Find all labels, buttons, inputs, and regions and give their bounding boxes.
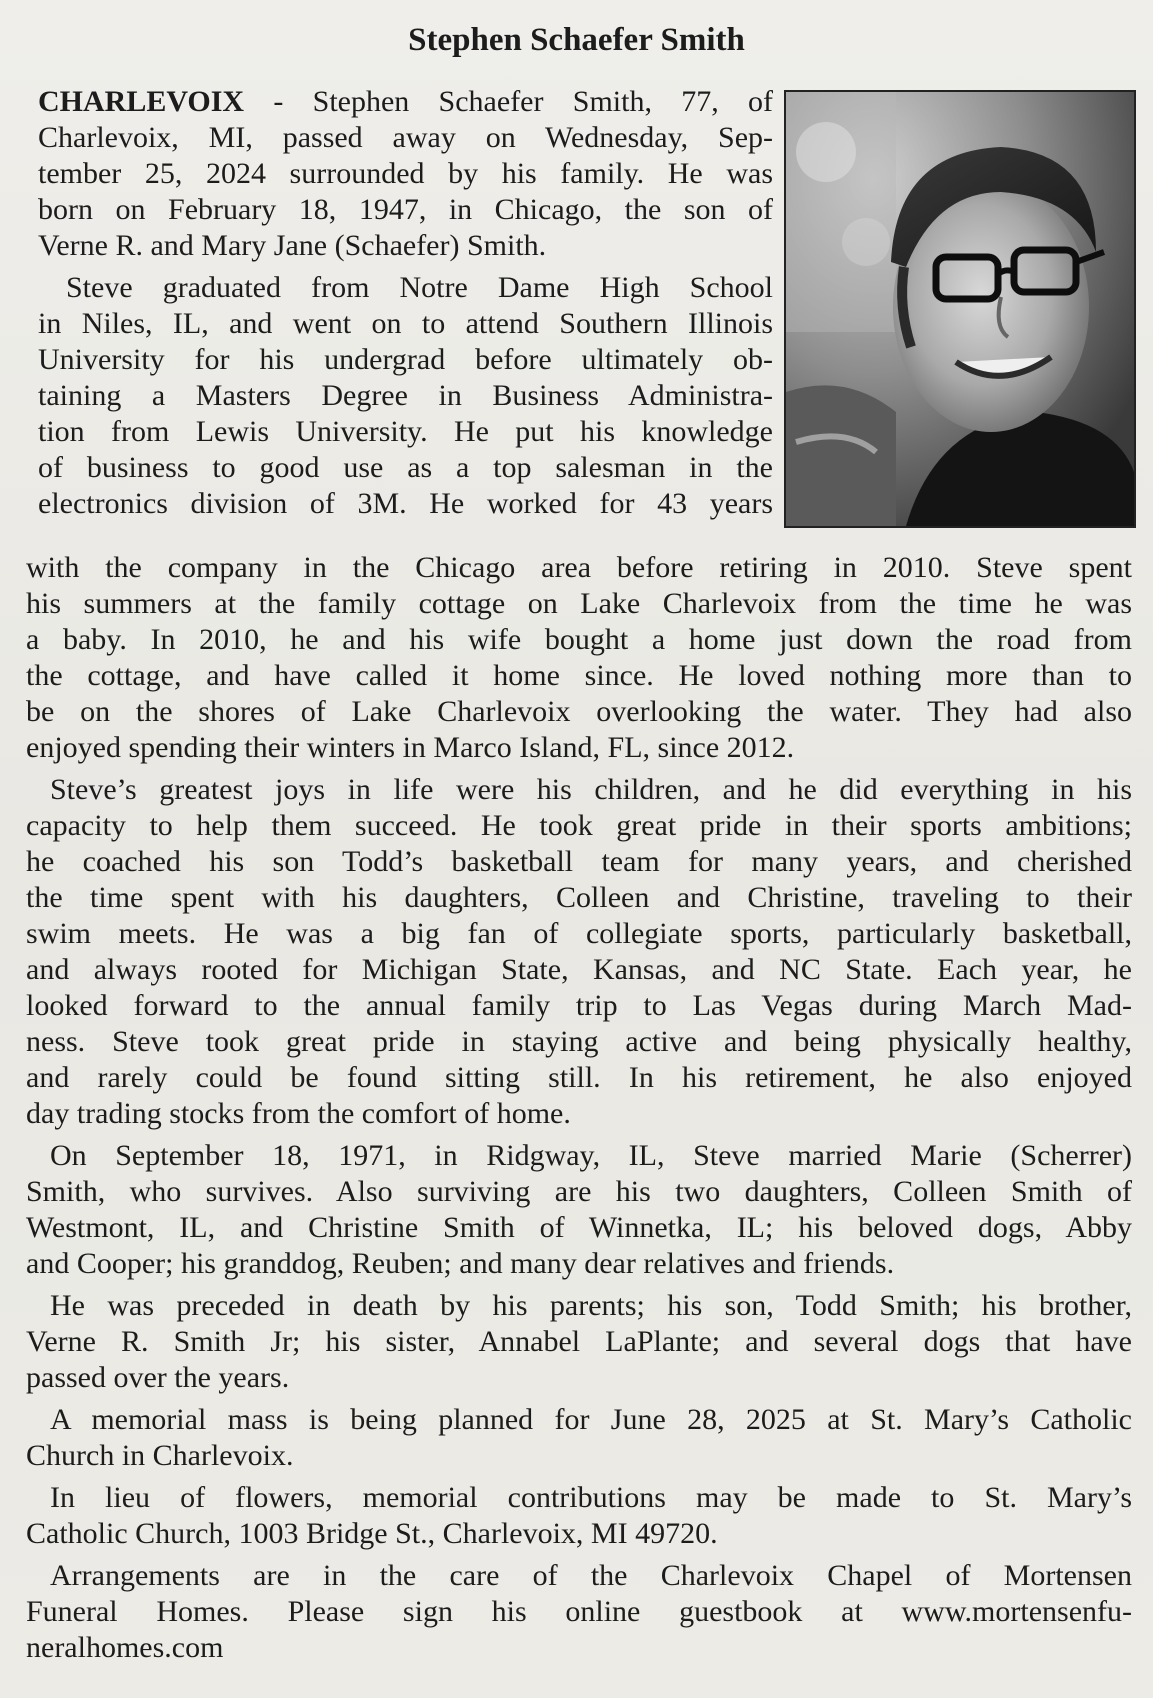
- dateline: CHARLEVOIX: [38, 85, 245, 118]
- paragraph-3-line-8: ness. Steve took great pride in staying active and being physically healthy,: [26, 1025, 1132, 1058]
- portrait-photo-icon: [786, 92, 1134, 526]
- paragraph-3-line-9: and rarely could be found sitting still. In his retirement, he also enjoyed: [26, 1061, 1132, 1094]
- paragraph-6-line-1: A memorial mass is being planned for June 28, 2025 at St. Mary’s Catholic: [50, 1403, 1132, 1436]
- paragraph-3-line-2: capacity to help them succeed. He took great pride in their sports ambitions;: [26, 809, 1132, 842]
- paragraph-1-line-4: born on February 18, 1947, in Chicago, the son of: [38, 193, 773, 226]
- paragraph-3-line-5: swim meets. He was a big fan of collegiate sports, particularly basketball,: [26, 917, 1132, 950]
- portrait-photo: [784, 90, 1136, 528]
- paragraph-2-line-9: his summers at the family cottage on Lake Charlevoix from the time he was: [26, 587, 1132, 620]
- paragraph-3-line-3: he coached his son Todd’s basketball team for many years, and cherished: [26, 845, 1132, 878]
- paragraph-8-line-2: Funeral Homes. Please sign his online guestbook at www.mortensenfu-: [26, 1595, 1132, 1628]
- paragraph-2-line-2: in Niles, IL, and went on to attend Southern Illinois: [38, 307, 773, 340]
- paragraph-7-line-2: Catholic Church, 1003 Bridge St., Charlevoix, MI 49720.: [26, 1517, 718, 1550]
- paragraph-3-line-6: and always rooted for Michigan State, Kansas, and NC State. Each year, he: [26, 953, 1132, 986]
- paragraph-1-line-3: tember 25, 2024 surrounded by his family. He was: [38, 157, 773, 190]
- paragraph-5-line-1: He was preceded in death by his parents; his son, Todd Smith; his brother,: [50, 1289, 1132, 1322]
- paragraph-2-line-4: taining a Masters Degree in Business Administra-: [38, 379, 773, 412]
- paragraph-2-line-10: a baby. In 2010, he and his wife bought a home just down the road from: [26, 623, 1132, 656]
- paragraph-6-line-2: Church in Charlevoix.: [26, 1439, 294, 1472]
- paragraph-1-line-1: [38, 84, 773, 120]
- paragraph-1-line-5: Verne R. and Mary Jane (Schaefer) Smith.: [38, 229, 547, 262]
- paragraph-5-line-2: Verne R. Smith Jr; his sister, Annabel LaPlante; and several dogs that have: [26, 1325, 1132, 1358]
- paragraph-2-line-7: electronics division of 3M. He worked for 43 years: [38, 487, 773, 520]
- paragraph-7-line-1: In lieu of flowers, memorial contributions may be made to St. Mary’s: [50, 1481, 1132, 1514]
- paragraph-2-line-8: with the company in the Chicago area before retiring in 2010. Steve spent: [26, 551, 1132, 584]
- paragraph-5-line-3: passed over the years.: [26, 1361, 290, 1394]
- paragraph-4-line-1: On September 18, 1971, in Ridgway, IL, Steve married Marie (Scherrer): [50, 1139, 1132, 1172]
- obituary-title: Stephen Schaefer Smith: [408, 22, 745, 58]
- paragraph-2-line-3: University for his undergrad before ultimately ob-: [38, 343, 773, 376]
- paragraph-3-line-7: looked forward to the annual family trip to Las Vegas during March Mad-: [26, 989, 1132, 1022]
- paragraph-4-line-2: Smith, who survives. Also surviving are his two daughters, Colleen Smith of: [26, 1175, 1132, 1208]
- paragraph-4-line-4: and Cooper; his granddog, Reuben; and many dear relatives and friends.: [26, 1247, 895, 1280]
- paragraph-3-line-10: day trading stocks from the comfort of home.: [26, 1097, 571, 1130]
- paragraph-2-line-6: of business to good use as a top salesman in the: [38, 451, 773, 484]
- paragraph-8-line-1: Arrangements are in the care of the Charlevoix Chapel of Mortensen: [50, 1559, 1132, 1592]
- paragraph-2-line-13: enjoyed spending their winters in Marco Island, FL, since 2012.: [26, 731, 795, 764]
- paragraph-3-line-4: the time spent with his daughters, Colleen and Christine, traveling to their: [26, 881, 1132, 914]
- paragraph-1-line-1-text: - Stephen Schaefer Smith, 77, of: [244, 85, 773, 118]
- paragraph-2-line-5: tion from Lewis University. He put his knowledge: [38, 415, 773, 448]
- paragraph-1-line-2: Charlevoix, MI, passed away on Wednesday, Sep-: [38, 121, 773, 154]
- paragraph-4-line-3: Westmont, IL, and Christine Smith of Winnetka, IL; his beloved dogs, Abby: [26, 1211, 1132, 1244]
- paragraph-2-line-11: the cottage, and have called it home since. He loved nothing more than to: [26, 659, 1132, 692]
- paragraph-3-line-1: Steve’s greatest joys in life were his children, and he did everything in his: [50, 773, 1132, 806]
- paragraph-2-line-12: be on the shores of Lake Charlevoix overlooking the water. They had also: [26, 695, 1132, 728]
- paragraph-2-line-1: Steve graduated from Notre Dame High School: [66, 271, 773, 304]
- paragraph-8-line-3: neralhomes.com: [26, 1631, 224, 1664]
